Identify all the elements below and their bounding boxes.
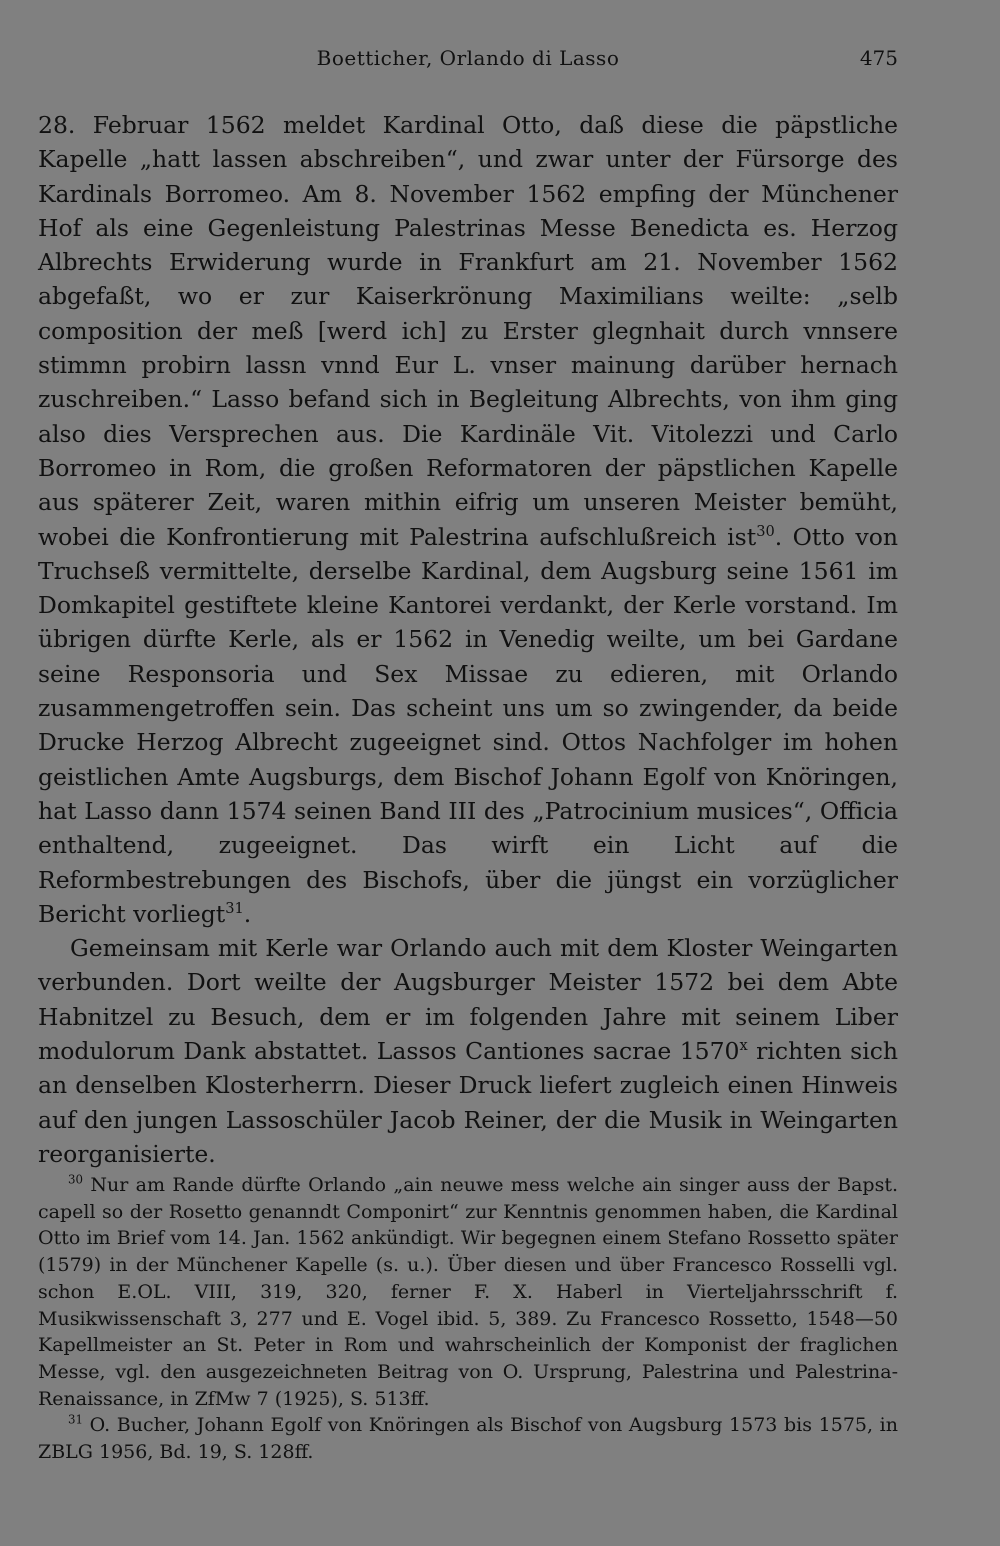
- paragraph-1-text-c: .: [243, 899, 252, 928]
- footnote-number: 31: [68, 1413, 83, 1427]
- running-header: [38, 46, 898, 76]
- running-title: Boetticher, Orlando di Lasso: [316, 46, 620, 70]
- paragraph-1-text-a: 28. Februar 1562 meldet Kardinal Otto, daß diese die päpstliche Kapelle „hatt lassen abschreiben“, und zwar unter der Fürsorge des Kardinals Borromeo. Am 8. November 1562 empfing der Münchener Hof als eine Gegenleistung Palestrinas Messe Benedicta es. Herzog Albrechts Erwiderung wurde in Frankfurt am 21. November 1562 abgefaßt, wo er zur Kaiserkrönung Maximilians weilte: „selb composition der meß [werd ich] zu Erster glegnhait durch vnnsere stimmn probirn lassn vnnd Eur L. vnser mainung darüber hernach zuschreiben.“ Lasso befand sich in Begleitung Albrechts, von ihm ging also dies Versprechen aus. Die Kardinäle Vit. Vitolezzi und Carlo Borromeo in Rom, die großen Reformatoren der päpstlichen Kapelle aus späterer Zeit, waren mithin eifrig um unseren Meister bemüht, wobei die Konfrontierung mit Palestrina aufschlußreich ist: [38, 111, 898, 551]
- paragraph-1: [38, 108, 898, 931]
- footnote-31: [38, 1412, 898, 1465]
- footnote-text: Nur am Rande dürfte Orlando „ain neuwe mess welche ain singer auss der Bapst. capell so der Rosetto genanndt Componirt“ zur Kenntnis genommen haben, die Kardinal Otto im Brief vom 14. Jan. 1562 ankündigt. Wir begegnen einem Stefano Rossetto später (1579) in der Münchener Kapelle (s. u.). Über diesen und über Francesco Rosselli vgl. schon E.OL. VIII, 319, 320, ferner F. X. Haberl in Vierteljahrsschrift f. Musikwissenschaft 3, 277 und E. Vogel ibid. 5, 389. Zu Francesco Rossetto, 1548—50 Kapellmeister an St. Peter in Rom und wahrscheinlich der Komponist der fraglichen Messe, vgl. den ausgezeichneten Beitrag von O. Ursprung, Palestrina und Palestrina-Renaissance, in ZfMw 7 (1925), S. 513ff.: [38, 1174, 898, 1410]
- paragraph-2-text-a: Gemeinsam mit Kerle war Orlando auch mit dem Kloster Weingarten verbunden. Dort weilte der Augsburger Meister 1572 bei dem Abte Habnitzel zu Besuch, dem er im folgenden Jahre mit seinem Liber modulorum Dank abstattet. Lassos Cantiones sacrae 1570: [38, 934, 898, 1066]
- paragraph-2-text-b: richten sich an denselben Klosterherrn. Dieser Druck liefert zugleich einen Hinweis auf den jungen Lassoschüler Jacob Reiner, der die Musik in Weingarten reorganisierte.: [38, 1037, 899, 1168]
- footnote-text: O. Bucher, Johann Egolf von Knöringen als Bischof von Augsburg 1573 bis 1575, in ZBLG 1956, Bd. 19, S. 128ff.: [38, 1414, 898, 1464]
- page-number: 475: [859, 46, 898, 70]
- footnote-30: [38, 1172, 898, 1412]
- paragraph-1-text-b: . Otto von Truchseß vermittelte, derselbe Kardinal, dem Augsburg seine 1561 im Domkapitel gestiftete kleine Kantorei verdankt, der Kerle vorstand. Im übrigen dürfte Kerle, als er 1562 in Venedig weilte, um bei Gardane seine Responsoria und Sex Missae zu edieren, mit Orlando zusammengetroffen sein. Das scheint uns um so zwingender, da beide Drucke Herzog Albrecht zugeeignet sind. Ottos Nachfolger im hohen geistlichen Amte Augsburgs, dem Bischof Johann Egolf von Knöringen, hat Lasso dann 1574 seinen Band III des „Patrocinium musices“, Officia enthaltend, zugeeignet. Das wirft ein Licht auf die Reformbestrebungen des Bischofs, über die jüngst ein vorzüglicher Bericht vorliegt: [38, 522, 898, 928]
- paragraph-2: [38, 931, 898, 1171]
- cross-mark: x: [739, 1037, 748, 1055]
- footnote-ref-30: 30: [756, 522, 775, 540]
- footnotes: [38, 1172, 898, 1466]
- main-text: [38, 108, 898, 1171]
- footnote-number: 30: [68, 1172, 83, 1187]
- footnote-ref-31: 31: [225, 900, 244, 917]
